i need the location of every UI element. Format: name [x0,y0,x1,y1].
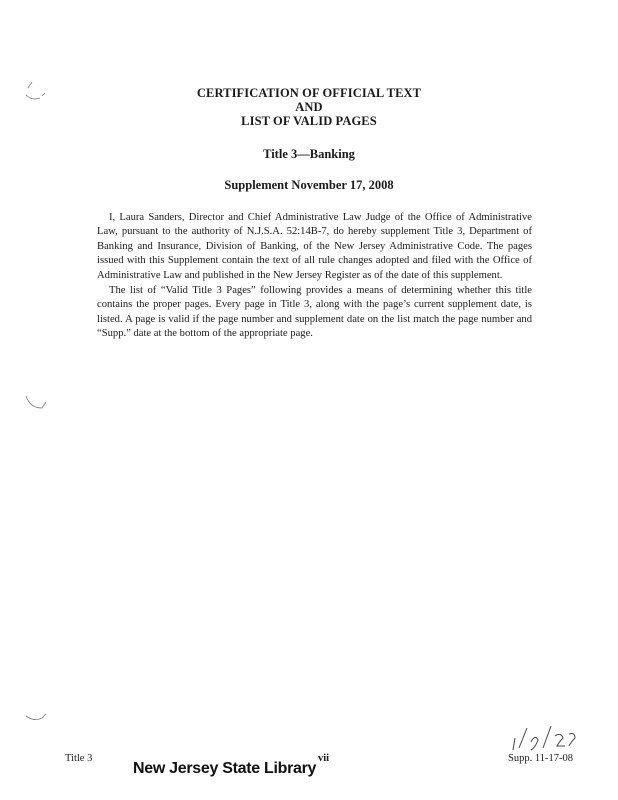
heading-line-2: AND [295,100,323,114]
title-heading: Title 3—Banking [263,147,355,161]
heading-line-1: CERTIFICATION OF OFFICIAL TEXT [196,86,422,100]
valid-pages-paragraph: The list of “Valid Title 3 Pages” following provides a means of determining whether this title contains the proper pages. Every page in Title 3, along with the page’s current supplement date, is listed. A page is valid if the page number and supplement date on the list match the page number and “Supp.” date at the bottom of the appropriate page. [97,285,532,340]
footer-page-number: vii [318,753,330,764]
heading-line-3: LIST OF VALID PAGES [241,114,377,128]
punch-hole-mark-bottom [22,708,52,728]
certification-paragraph: I, Laura Sanders, Director and Chief Administrative Law Judge of the Office of Administrative Law, pursuant to the authority of N.J.S.A. 52:14B-7, do hereby supplement Title 3, Department of Banking and Insurance, Division of Banking, of the New Jersey Administrative Code. The pages issued with this Supplement contain the text of all rule changes adopted and filed with the Office of Administrative Law and published in the New Jersey Register as of the date of this supplement. [97,212,532,281]
library-stamp: New Jersey State Library [133,760,317,777]
footer-supplement-date: Supp. 11-17-08 [508,753,573,764]
handwritten-date [505,720,585,756]
punch-hole-mark-middle [22,390,52,414]
supplement-heading: Supplement November 17, 2008 [224,178,394,192]
footer-title: Title 3 [65,753,93,764]
